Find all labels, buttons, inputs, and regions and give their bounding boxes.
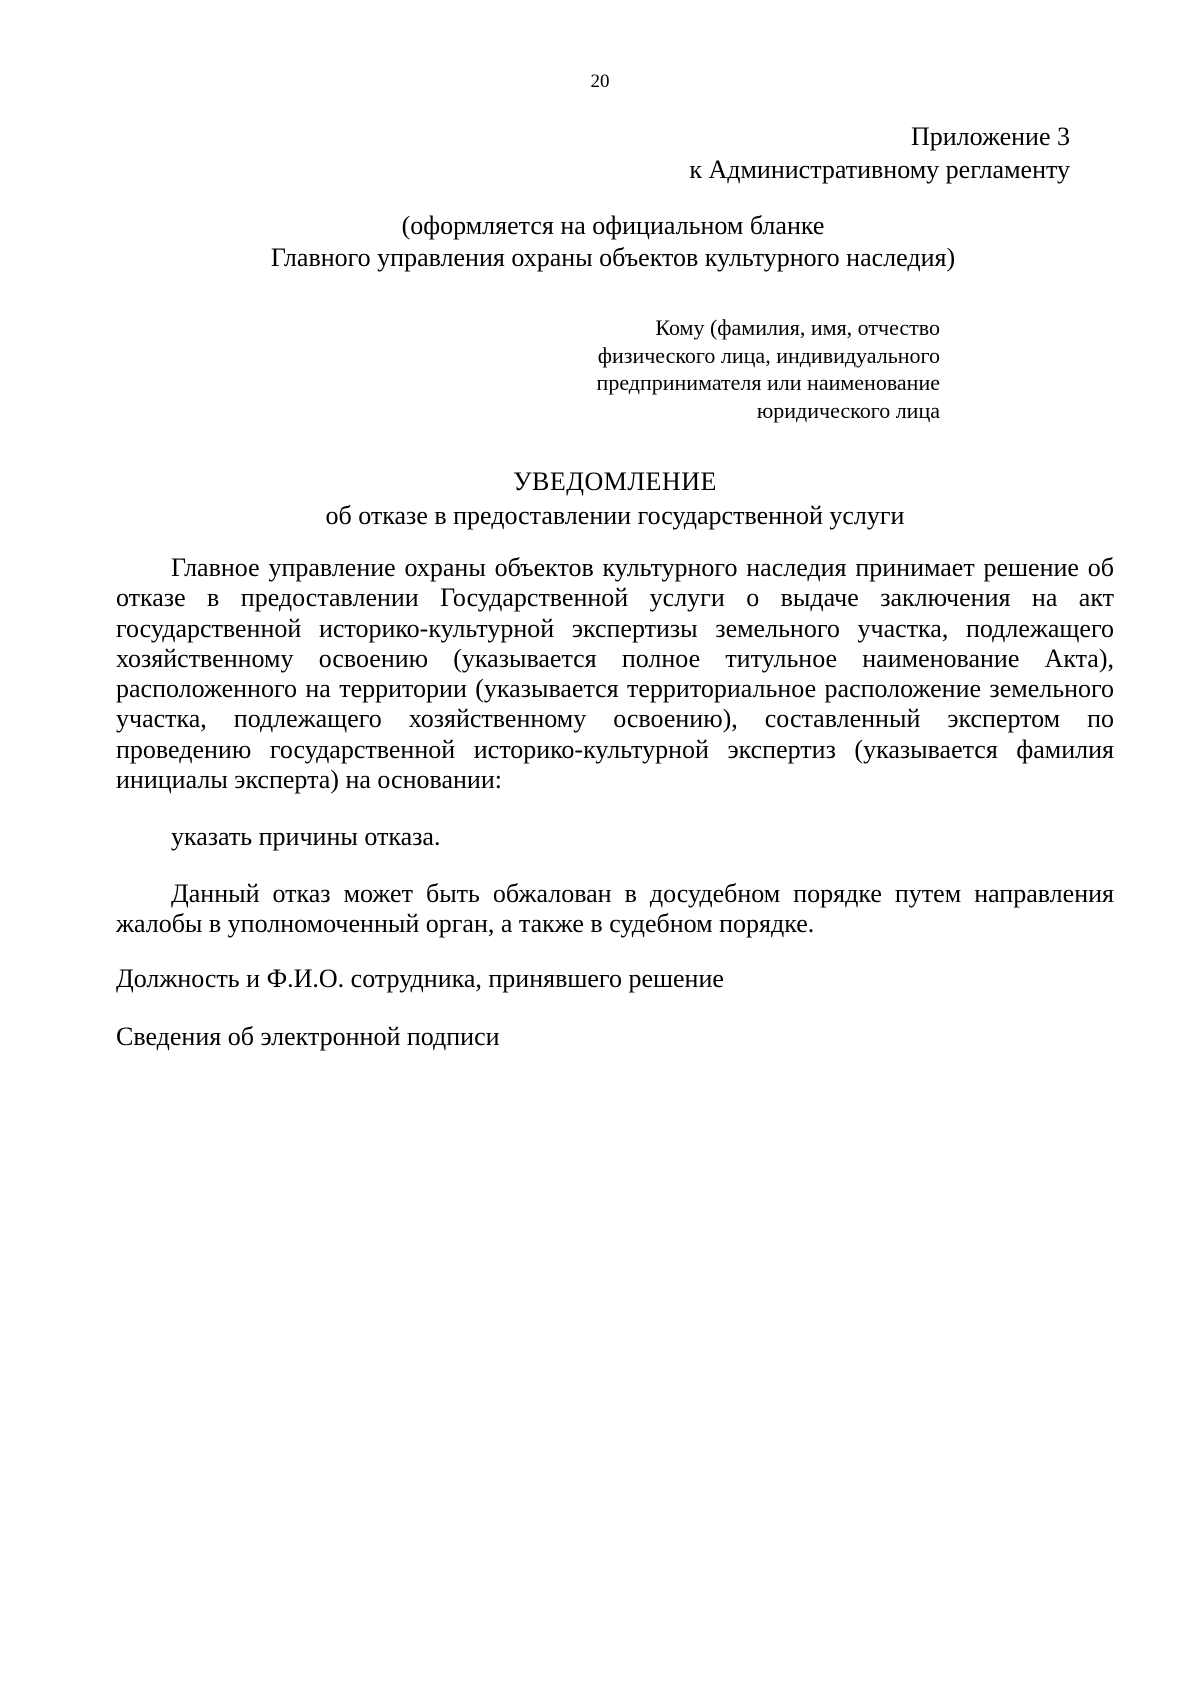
signature-info-line: Сведения об электронной подписи xyxy=(116,1022,500,1051)
appendix-line-2: к Административному регламенту xyxy=(689,155,1070,184)
notice-subtitle: об отказе в предоставлении государственной услуги xyxy=(325,501,905,530)
appeal-paragraph: Данный отказ может быть обжалован в досудебном порядке путем направления жалобы в уполномоченный орган, а также в судебном порядке. xyxy=(116,879,1114,939)
page-number: 20 xyxy=(590,71,610,92)
reasons-paragraph: указать причины отказа. xyxy=(171,822,441,851)
signer-line: Должность и Ф.И.О. сотрудника, принявшего решение xyxy=(116,964,724,993)
addressee-line-1: Кому (фамилия, имя, отчество xyxy=(655,315,940,340)
official-blank-note xyxy=(0,210,1200,274)
blank-note-line-2: Главного управления охраны объектов культурного наследия) xyxy=(270,243,956,272)
addressee-line-4: юридического лица xyxy=(756,397,940,423)
notice-title: УВЕДОМЛЕНИЕ xyxy=(513,467,717,496)
addressee-line-3: предпринимателя или наименование xyxy=(596,370,940,395)
addressee-line-2: физического лица, индивидуального xyxy=(597,342,940,368)
decision-paragraph: Главное управление охраны объектов культурного наследия принимает решение об отказе в предоставлении Государственной услуги о выдаче заключения на акт государственной историко-культурной экспертизы земельного участка, подлежащего хозяйственному освоению (указывается полное титульное наименование Акта), расположенного на территории (указывается территориальное расположение земельного участка, подлежащего хозяйственному освоению), составленный экспертом по проведению государственной историко-культурной экспертиз (указывается фамилия инициалы эксперта) на основании: xyxy=(116,553,1114,795)
addressee-block xyxy=(597,314,940,424)
appendix-line-1: Приложение 3 xyxy=(910,122,1070,151)
blank-note-line-1: (оформляется на официальном бланке xyxy=(401,211,825,240)
appendix-header xyxy=(689,120,1070,186)
